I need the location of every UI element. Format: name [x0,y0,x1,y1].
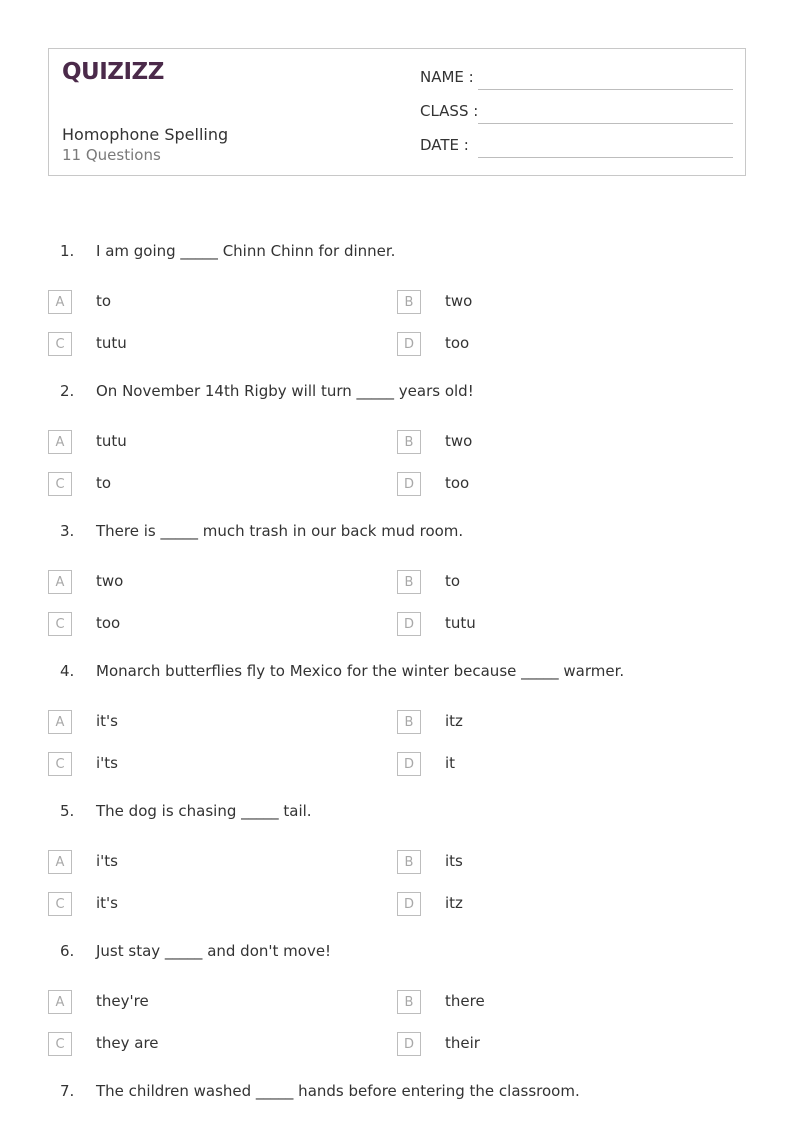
question-7 [0,1082,794,1123]
option-text: to [445,572,461,590]
question-text: I am going _____ Chinn Chinn for dinner. [96,242,396,260]
option-letter-box[interactable]: C [48,472,72,496]
question-number: 3. [60,522,75,540]
option-text: two [96,572,124,590]
question-number: 4. [60,662,75,680]
date-line [478,157,733,158]
option-letter-box[interactable]: D [397,752,421,776]
question-text: Monarch butterflies fly to Mexico for the winter because _____ warmer. [96,662,625,680]
option-text: it [445,754,456,772]
question-1 [0,242,794,382]
question-text: On November 14th Rigby will turn _____ years old! [96,382,474,400]
question-5 [0,802,794,942]
option-text: itz [445,894,463,912]
option-text: they're [96,992,149,1010]
option-text: its [445,852,463,870]
option-text: their [445,1034,480,1052]
question-text: The children washed _____ hands before entering the classroom. [96,1082,580,1100]
option-letter-box[interactable]: D [397,892,421,916]
question-4 [0,662,794,802]
option-text: it's [96,894,118,912]
option-letter-box[interactable]: D [397,332,421,356]
question-6 [0,942,794,1082]
class-label: CLASS : [420,102,479,120]
option-text: there [445,992,485,1010]
option-letter-box[interactable]: A [48,850,72,874]
option-letter-box[interactable]: C [48,892,72,916]
option-text: too [96,614,121,632]
option-text: too [445,474,470,492]
question-text: There is _____ much trash in our back mud room. [96,522,464,540]
option-text: they are [96,1034,159,1052]
quizizz-logo: QUIZIZZ [62,59,164,85]
option-text: to [96,474,112,492]
option-text: tutu [445,614,476,632]
worksheet-title: Homophone Spelling [62,125,229,144]
name-line [478,89,733,90]
option-letter-box[interactable]: C [48,332,72,356]
question-number: 5. [60,802,75,820]
option-letter-box[interactable]: D [397,1032,421,1056]
option-letter-box[interactable]: A [48,290,72,314]
option-text: tutu [96,334,127,352]
option-text: itz [445,712,463,730]
option-text: two [445,292,473,310]
option-letter-box[interactable]: B [397,430,421,454]
option-letter-box[interactable]: C [48,612,72,636]
question-number: 7. [60,1082,75,1100]
question-number: 2. [60,382,75,400]
option-letter-box[interactable]: B [397,570,421,594]
option-letter-box[interactable]: B [397,290,421,314]
option-letter-box[interactable]: A [48,570,72,594]
option-text: to [96,292,112,310]
question-count: 11 Questions [62,146,161,164]
option-text: i'ts [96,754,118,772]
option-text: tutu [96,432,127,450]
option-letter-box[interactable]: D [397,472,421,496]
option-letter-box[interactable]: C [48,1032,72,1056]
option-letter-box[interactable]: A [48,990,72,1014]
question-number: 1. [60,242,75,260]
option-letter-box[interactable]: C [48,752,72,776]
question-text: The dog is chasing _____ tail. [96,802,312,820]
option-text: too [445,334,470,352]
option-letter-box[interactable]: B [397,710,421,734]
question-2 [0,382,794,522]
option-text: two [445,432,473,450]
date-label: DATE : [420,136,469,154]
name-label: NAME : [420,68,474,86]
question-number: 6. [60,942,75,960]
option-letter-box[interactable]: A [48,710,72,734]
option-letter-box[interactable]: B [397,990,421,1014]
option-letter-box[interactable]: D [397,612,421,636]
worksheet-header [48,48,746,176]
question-3 [0,522,794,662]
question-text: Just stay _____ and don't move! [96,942,332,960]
option-text: i'ts [96,852,118,870]
option-text: it's [96,712,118,730]
option-letter-box[interactable]: A [48,430,72,454]
class-line [478,123,733,124]
option-letter-box[interactable]: B [397,850,421,874]
